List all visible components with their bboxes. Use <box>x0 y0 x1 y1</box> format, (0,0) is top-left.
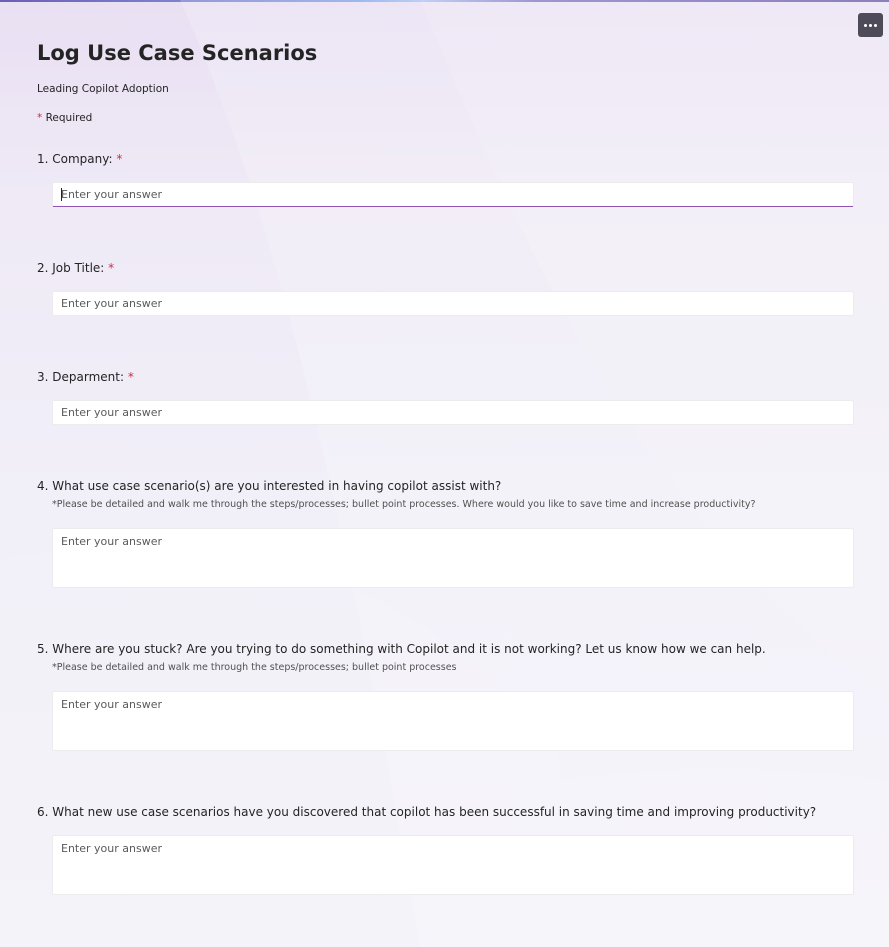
required-note <box>37 112 92 124</box>
form-subtitle: Leading Copilot Adoption <box>37 83 169 95</box>
question-4-subtext: *Please be detailed and walk me through the steps/processes; bullet point processes. Where would you like to save time and increase productivity? <box>52 499 756 510</box>
question-1-required-marker: * <box>116 152 123 166</box>
stuck-help-textarea[interactable] <box>52 691 854 751</box>
question-1-label <box>37 152 122 166</box>
text-caret <box>61 188 62 201</box>
question-4-label: 4. What use case scenario(s) are you interested in having copilot assist with? <box>37 479 502 493</box>
more-horizontal-icon <box>864 24 877 27</box>
question-3-text: 3. Deparment: <box>37 370 125 384</box>
question-6-label: 6. What new use case scenarios have you discovered that copilot has been successful in saving time and improving productivity? <box>37 805 817 819</box>
department-input[interactable] <box>52 400 854 425</box>
question-3-required-marker: * <box>127 370 134 384</box>
use-case-interest-textarea[interactable] <box>52 528 854 588</box>
job-title-input[interactable] <box>52 291 854 316</box>
question-3-label <box>37 370 134 384</box>
question-5-label: 5. Where are you stuck? Are you trying to do something with Copilot and it is not working? Let us know how we can help. <box>37 642 766 656</box>
form-title: Log Use Case Scenarios <box>37 41 318 65</box>
question-1-text: 1. Company: <box>37 152 113 166</box>
required-note-text: Required <box>45 112 93 124</box>
new-use-cases-textarea[interactable] <box>52 835 854 895</box>
company-input[interactable] <box>52 182 854 207</box>
question-5-subtext: *Please be detailed and walk me through the steps/processes; bullet point processes <box>52 662 457 673</box>
more-options-button[interactable] <box>858 13 883 37</box>
question-2-required-marker: * <box>108 261 115 275</box>
question-2-text: 2. Job Title: <box>37 261 105 275</box>
question-2-label <box>37 261 114 275</box>
required-marker: * <box>37 112 43 124</box>
